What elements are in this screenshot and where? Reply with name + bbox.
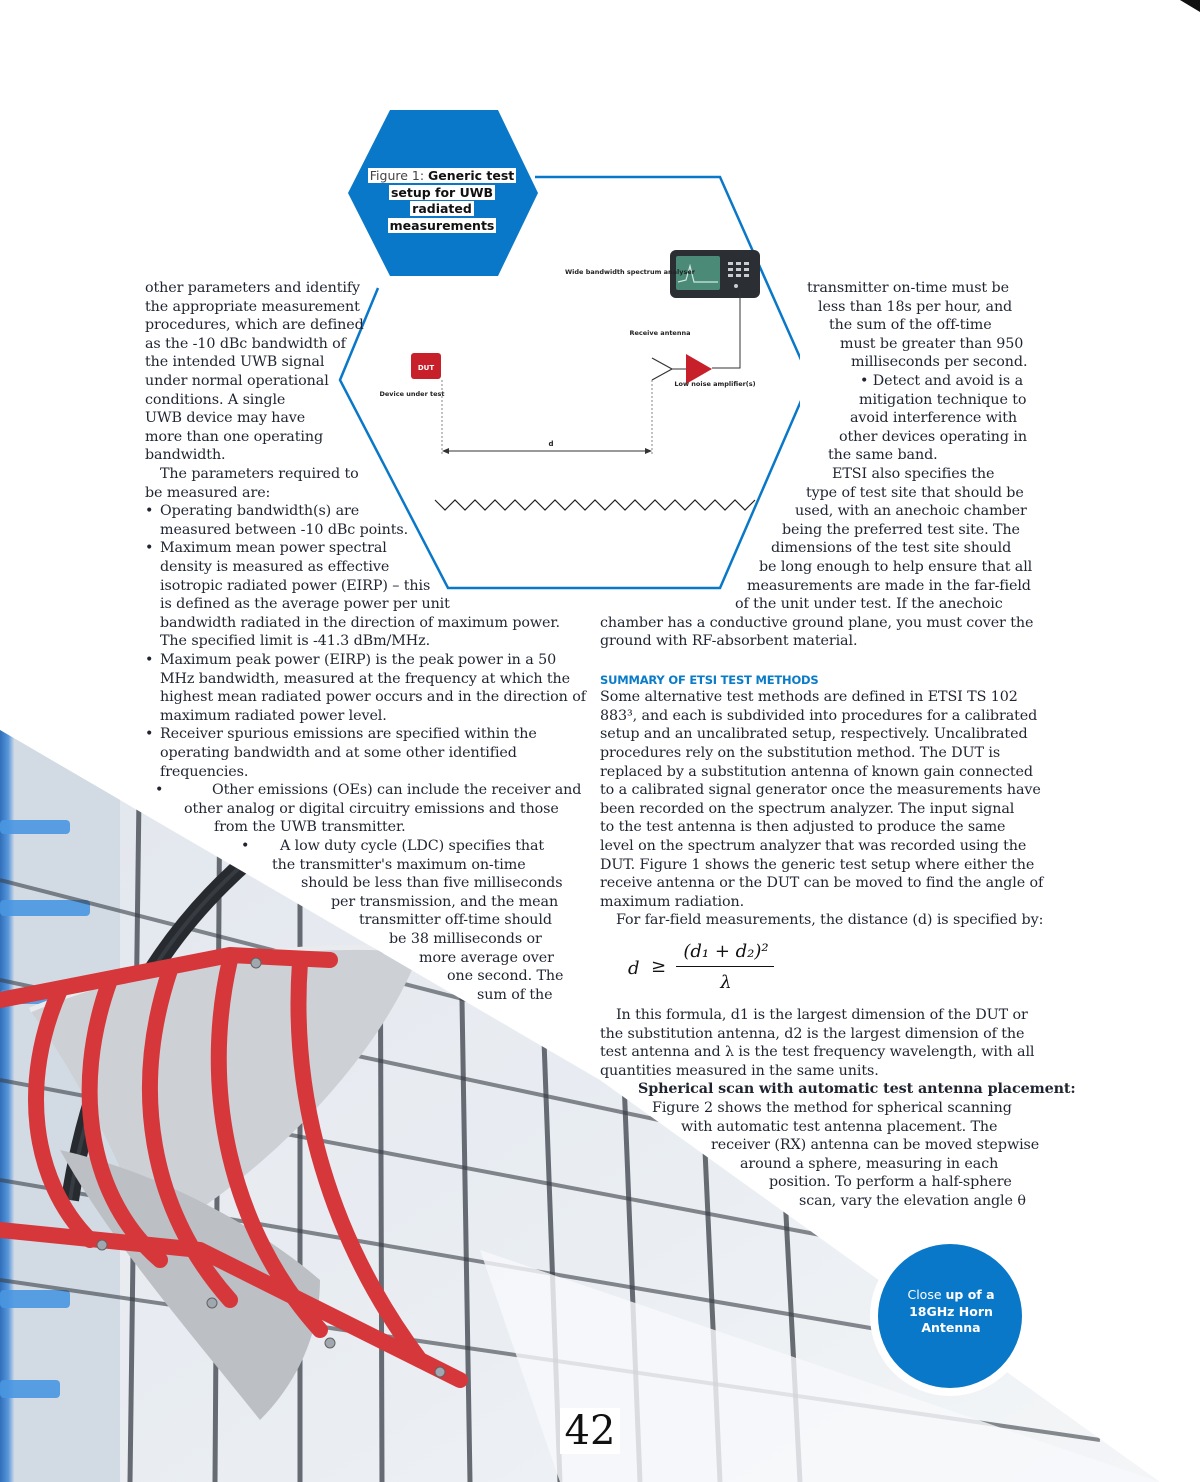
bullet-dot: •	[155, 782, 164, 799]
right-line: chamber has a conductive ground plane, you must cover the	[600, 614, 1034, 631]
left-line: maximum radiated power level.	[160, 707, 387, 724]
left-line: isotropic radiated power (EIRP) – this	[160, 577, 431, 594]
right-line: setup and an uncalibrated setup, respectively. Uncalibrated	[600, 726, 1028, 743]
left-line: as the -10 dBc bandwidth of	[145, 335, 346, 352]
left-line: is defined as the average power per unit	[160, 596, 450, 613]
right-line: quantities measured in the same units.	[600, 1062, 879, 1079]
dut-box-label: DUT	[417, 364, 435, 372]
left-line: Operating bandwidth(s) are	[160, 503, 360, 520]
distance-label: d	[548, 440, 554, 448]
left-line: the appropriate measurement	[145, 298, 360, 315]
figure1-title: Generic test setup for UWB radiated measurements	[389, 168, 515, 233]
left-line: frequencies.	[160, 763, 249, 780]
left-line: measured between -10 dBc points.	[160, 521, 409, 538]
right-line: being the preferred test site. The	[782, 521, 1020, 538]
left-line: other analog or digital circuitry emissions and those	[184, 800, 559, 817]
right-line: the sum of the off-time	[829, 317, 992, 334]
left-line: Maximum peak power (EIRP) is the peak power in a 50	[160, 652, 557, 668]
left-line: the intended UWB signal	[145, 354, 325, 371]
right-line: procedures rely on the substitution method. The DUT is	[600, 745, 1001, 761]
figure1-caption	[362, 168, 522, 234]
left-line: transmitter off-time should	[359, 912, 552, 929]
left-line: one second. The	[447, 968, 564, 985]
figure1-label: Figure 1:	[369, 168, 425, 183]
right-line: used, with an anechoic chamber	[795, 503, 1027, 520]
receive-label: Receive antenna	[629, 329, 691, 337]
caption-word: Close	[907, 1287, 942, 1302]
bullet-dot: •	[145, 726, 154, 743]
right-line: avoid interference with	[850, 410, 1018, 427]
left-line: highest mean radiated power occurs and in the direction of	[160, 689, 586, 706]
right-line: to the test antenna is then adjusted to produce the same	[600, 819, 1006, 836]
right-line: scan, vary the elevation angle θ	[799, 1193, 1026, 1209]
right-line: ETSI also specifies the	[832, 466, 995, 482]
left-line: more average over	[419, 949, 554, 966]
left-line: the transmitter's maximum on-time	[272, 856, 526, 873]
left-line: The parameters required to	[160, 466, 359, 482]
right-line: must be greater than 950	[840, 335, 1024, 352]
formula-denominator: λ	[720, 972, 732, 993]
right-line: around a sphere, measuring in each	[740, 1155, 999, 1172]
right-line: the substitution antenna, d2 is the largest dimension of the	[600, 1025, 1025, 1042]
left-line: should be less than five milliseconds	[301, 875, 563, 892]
left-line: under normal operational	[145, 373, 329, 389]
right-line: dimensions of the test site should	[771, 540, 1012, 557]
right-line: DUT. Figure 1 shows the generic test setup where either the	[600, 856, 1035, 873]
right-line: Figure 2 shows the method for spherical scanning	[652, 1100, 1012, 1116]
left-line: per transmission, and the mean	[331, 893, 559, 910]
right-line: ground with RF-absorbent material.	[600, 633, 858, 650]
right-line: be long enough to help ensure that all	[759, 559, 1033, 575]
left-line: MHz bandwidth, measured at the frequency at which the	[160, 670, 571, 687]
left-line: Maximum mean power spectral	[160, 540, 387, 557]
left-line: Receiver spurious emissions are specified within the	[160, 726, 537, 743]
receive-antenna-icon	[652, 358, 672, 380]
dut-label: Device under test	[379, 390, 445, 398]
left-line: conditions. A single	[145, 391, 286, 408]
left-line: operating bandwidth and at some other identified	[160, 745, 517, 761]
right-line: test antenna and λ is the test frequency wavelength, with all	[600, 1044, 1035, 1061]
right-line: been recorded on the spectrum analyzer. The input signal	[600, 800, 1015, 817]
left-line: UWB device may have	[145, 410, 306, 427]
formula-lhs: d	[628, 958, 640, 979]
right-line: 883³, and each is subdivided into procedures for a calibrated	[600, 707, 1038, 724]
right-line: Some alternative test methods are defined in ETSI TS 102	[600, 689, 1018, 706]
left-line: bandwidth.	[145, 447, 226, 464]
right-line: replaced by a substitution antenna of known gain connected	[600, 763, 1033, 780]
right-line: • Detect and avoid is a	[860, 373, 1023, 389]
caption-rest: up of a 18GHz Horn Antenna	[909, 1287, 995, 1335]
left-line: The specified limit is -41.3 dBm/MHz.	[160, 633, 431, 650]
bullet-dot: •	[145, 652, 154, 668]
right-line: position. To perform a half-sphere	[769, 1174, 1012, 1191]
right-line: For far-field measurements, the distance (d) is specified by:	[616, 912, 1044, 929]
lna-label: Low noise amplifier(s)	[674, 380, 756, 388]
right-line: measurements are made in the far-field	[747, 577, 1031, 594]
analyser-label: Wide bandwidth spectrum analyser	[564, 268, 696, 276]
right-line: mitigation technique to	[859, 391, 1027, 408]
right-line: to a calibrated signal generator once the measurements have	[600, 782, 1041, 799]
subheading: Spherical scan with automatic test antenna placement:	[638, 1081, 1076, 1098]
fraction-bar	[676, 966, 774, 967]
right-line: of the unit under test. If the anechoic	[735, 596, 1003, 613]
left-line: more than one operating	[145, 428, 324, 445]
right-line: other devices operating in	[839, 428, 1027, 445]
left-line: procedures, which are defined	[145, 317, 364, 334]
right-line: receive antenna or the DUT can be moved to find the angle of	[600, 875, 1044, 892]
right-line: with automatic test antenna placement. The	[681, 1118, 998, 1135]
left-line: A low duty cycle (LDC) specifies that	[280, 838, 545, 854]
right-line: less than 18s per hour, and	[818, 298, 1013, 315]
left-line: density is measured as effective	[160, 559, 390, 575]
ground-plane	[435, 500, 755, 510]
bullet-dot: •	[241, 838, 250, 854]
left-line: be 38 milliseconds or	[389, 931, 542, 947]
right-line: type of test site that should be	[806, 484, 1024, 501]
formula-operator: ≥	[651, 956, 667, 977]
right-line: level on the spectrum analyzer that was recorded using the	[600, 838, 1027, 854]
right-line: In this formula, d1 is the largest dimension of the DUT or	[616, 1007, 1028, 1023]
page-number: 42	[560, 1408, 620, 1454]
photo-caption	[896, 1287, 1006, 1337]
left-line: be measured are:	[145, 484, 271, 501]
left-line: bandwidth radiated in the direction of maximum power.	[160, 614, 560, 631]
right-line: transmitter on-time must be	[807, 280, 1009, 296]
right-line: milliseconds per second.	[851, 354, 1028, 371]
left-line: other parameters and identify	[145, 280, 360, 296]
section-heading: SUMMARY OF ETSI TEST METHODS	[600, 673, 819, 687]
left-line: sum of the	[477, 986, 553, 1003]
left-line: Other emissions (OEs) can include the receiver and	[212, 782, 582, 799]
left-line: from the UWB transmitter.	[214, 819, 406, 836]
formula-numerator: (d₁ + d₂)²	[683, 941, 769, 962]
right-line: the same band.	[828, 447, 938, 464]
bullet-dot: •	[145, 540, 154, 557]
right-line: maximum radiation.	[600, 893, 745, 910]
right-line: receiver (RX) antenna can be moved stepwise	[711, 1137, 1040, 1154]
bullet-dot: •	[145, 503, 154, 520]
